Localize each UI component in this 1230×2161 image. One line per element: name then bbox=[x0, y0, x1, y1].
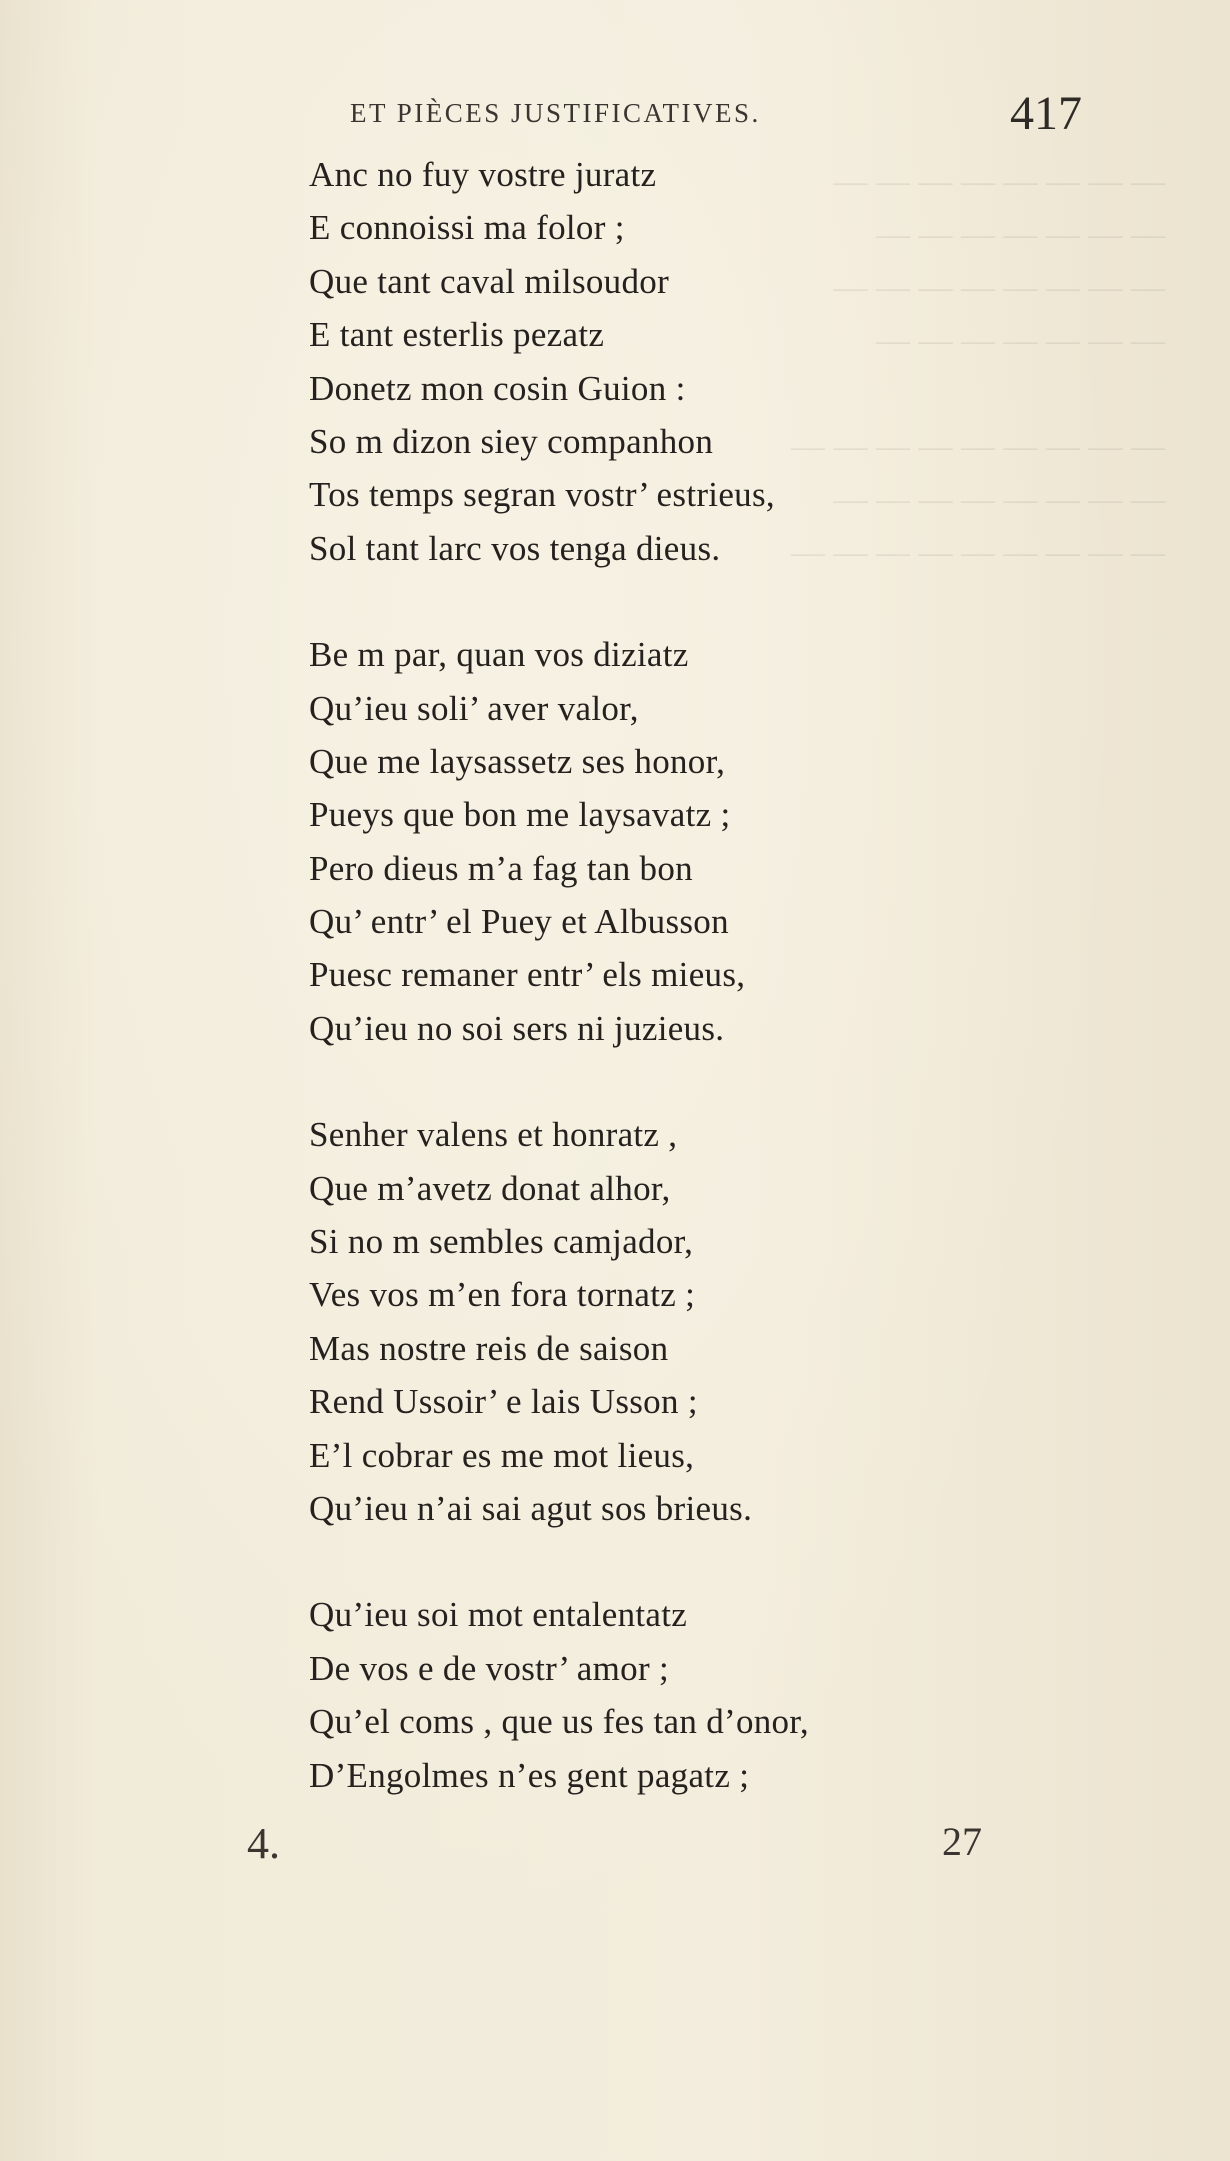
verse-line: Qu’ entr’ el Puey et Albusson bbox=[309, 902, 729, 942]
verse-line: Si no m sembles camjador, bbox=[309, 1222, 694, 1262]
verse-line: E connoissi ma folor ; bbox=[309, 208, 625, 248]
show-through-text: — — — — — — — — — — — — — — — — — — — — — — — — — — — — — — — — — — — — — — — — — — — — — — — — — — — — — — — — bbox=[791, 163, 1165, 571]
verse-line: De vos e de vostr’ amor ; bbox=[309, 1648, 669, 1688]
verse-line: Ves vos m’en fora tornatz ; bbox=[309, 1275, 696, 1315]
verse-line: Qu’ieu n’ai sai agut sos brieus. bbox=[309, 1488, 753, 1528]
verse-line: Que tant caval milsoudor bbox=[309, 261, 670, 301]
verse-line: Donetz mon cosin Guion : bbox=[309, 368, 686, 408]
page-number: 417 bbox=[1010, 87, 1082, 140]
verse-line: E tant esterlis pezatz bbox=[309, 315, 605, 355]
verse-line: Puesc remaner entr’ els mieus, bbox=[309, 955, 746, 995]
stanza bbox=[309, 148, 1169, 575]
stanza bbox=[309, 1588, 1169, 1802]
verse-line: Que m’avetz donat alhor, bbox=[309, 1168, 671, 1208]
verse-line: Pueys que bon me laysavatz ; bbox=[309, 795, 731, 835]
verse-line: Que me laysassetz ses honor, bbox=[309, 741, 726, 781]
verse-line: Sol tant larc vos tenga dieus. bbox=[309, 528, 721, 568]
verse-line: Tos temps segran vostr’ estrieus, bbox=[309, 475, 775, 515]
verse-line: Qu’ieu soi mot entalentatz bbox=[309, 1595, 688, 1635]
poem-text bbox=[309, 148, 1169, 1855]
verse-line: Qu’ieu soli’ aver valor, bbox=[309, 688, 639, 728]
verse-line: Qu’ieu no soi sers ni juzieus. bbox=[309, 1008, 725, 1048]
verse-line: Senher valens et honratz , bbox=[309, 1115, 678, 1155]
verse-line: Mas nostre reis de saison bbox=[309, 1328, 669, 1368]
verse-line: D’Engolmes n’es gent pagatz ; bbox=[309, 1755, 750, 1795]
sheet-number: 27 bbox=[942, 1819, 982, 1864]
stanza bbox=[309, 1108, 1169, 1535]
verse-line: Pero dieus m’a fag tan bon bbox=[309, 848, 693, 888]
stanza bbox=[309, 628, 1169, 1055]
verse-line: So m dizon siey companhon bbox=[309, 421, 714, 461]
verse-line: Be m par, quan vos diziatz bbox=[309, 635, 689, 675]
signature-mark: 4. bbox=[247, 1819, 280, 1868]
running-title: ET PIÈCES JUSTIFICATIVES. bbox=[350, 98, 761, 128]
verse-line: E’l cobrar es me mot lieus, bbox=[309, 1435, 695, 1475]
verse-line: Anc no fuy vostre juratz bbox=[309, 155, 657, 194]
verse-line: Qu’el coms , que us fes tan d’onor, bbox=[309, 1702, 809, 1742]
verse-line: Rend Ussoir’ e lais Usson ; bbox=[309, 1382, 698, 1422]
